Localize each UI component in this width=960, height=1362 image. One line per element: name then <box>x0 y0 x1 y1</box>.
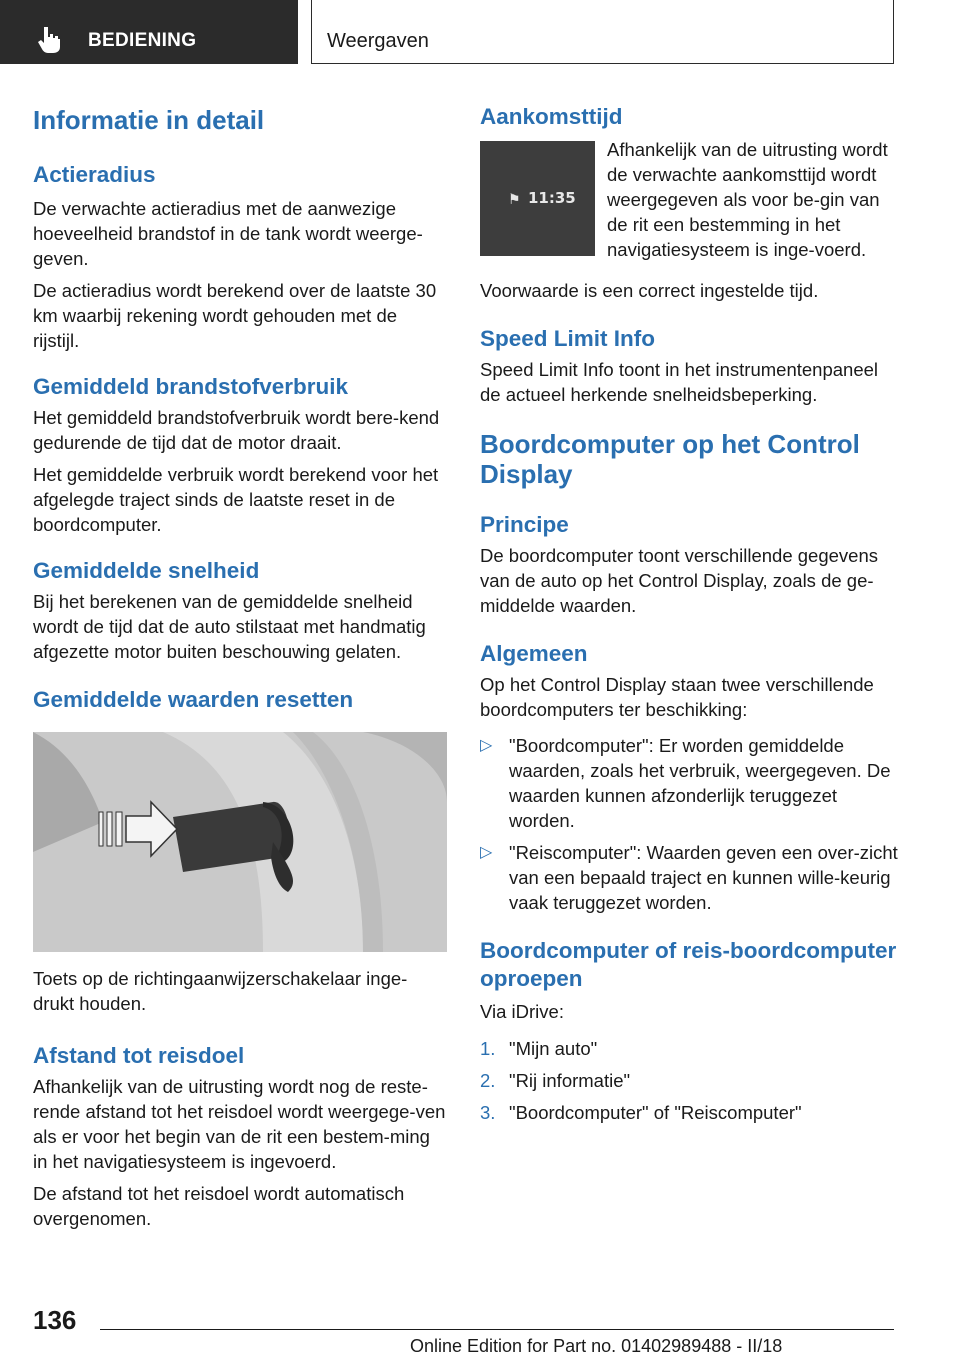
triangle-bullet-icon: ▷ <box>480 737 493 754</box>
image-caption: Toets op de richtingaanwijzerschakelaar inge-drukt houden. <box>33 968 408 1014</box>
heading-oproepen: Boordcomputer of reis-boordcomputer oproepen <box>480 938 897 991</box>
arrival-time-value: 11:35 <box>528 189 576 207</box>
step-text: "Boordcomputer" of "Reiscomputer" <box>509 1102 802 1123</box>
numbered-step <box>480 1100 898 1125</box>
step-number: 3. <box>480 1102 496 1123</box>
heading-algemeen: Algemeen <box>480 641 588 666</box>
heading-speed-limit: Speed Limit Info <box>480 326 656 351</box>
section-header <box>311 0 894 64</box>
paragraph: Afhankelijk van de uitrusting wordt nog de reste-rende afstand tot het reisdoel wordt weergege-ven als er voor het begin van de rit een bestem-ming in het navigatiesysteem is ingevoerd. <box>33 1076 446 1172</box>
paragraph: De boordcomputer toont verschillende gegevens van de auto op het Control Display, zoals de ge-middelde waarden. <box>480 545 878 616</box>
paragraph: De verwachte actieradius met de aanwezige hoeveelheid brandstof in de tank wordt weerge-geven. <box>33 198 423 269</box>
heading-principe: Principe <box>480 512 569 537</box>
list-item <box>480 733 898 833</box>
paragraph: De afstand tot het reisdoel wordt automatisch overgenomen. <box>33 1183 405 1229</box>
section-label: Weergaven <box>327 30 429 52</box>
turn-signal-lever-photo <box>33 732 447 952</box>
heading-aankomsttijd: Aankomsttijd <box>480 104 623 129</box>
heading-snelheid: Gemiddelde snelheid <box>33 558 260 583</box>
triangle-bullet-icon: ▷ <box>480 844 493 861</box>
paragraph: Speed Limit Info toont in het instrumentenpaneel de actueel herkende snelheidsbeperking. <box>480 359 879 405</box>
heading-actieradius: Actieradius <box>33 162 156 187</box>
step-text: "Mijn auto" <box>509 1038 598 1059</box>
heading-afstand: Afstand tot reisdoel <box>33 1043 245 1068</box>
hand-pointer-icon <box>38 25 64 53</box>
list-item-text: "Reiscomputer": Waarden geven een over-zicht van een bepaald traject en kunnen wille-keurig vaak teruggezet worden. <box>509 842 898 913</box>
destination-flag-icon: ⚑ <box>508 191 521 207</box>
paragraph: De actieradius wordt berekend over de laatste 30 km waarbij rekening wordt gehouden met de rijstijl. <box>33 280 437 351</box>
heading-resetten: Gemiddelde waarden resetten <box>33 687 354 712</box>
chapter-tab <box>0 0 298 64</box>
section-title-boordcomputer: Boordcomputer op het Control Display <box>480 429 860 489</box>
arrival-time-display <box>480 141 595 256</box>
paragraph: Afhankelijk van de uitrusting wordt de verwachte aankomsttijd wordt weergegeven als voor be-gin van de rit een bestemming in het navigatiesysteem is inge-voerd. <box>607 139 888 260</box>
paragraph: Via iDrive: <box>480 1001 564 1022</box>
page-number: 136 <box>33 1305 77 1335</box>
footer-divider <box>100 1329 894 1330</box>
paragraph: Op het Control Display staan twee verschillende boordcomputers ter beschikking: <box>480 674 874 720</box>
heading-verbruik: Gemiddeld brandstofverbruik <box>33 374 349 399</box>
edition-info: Online Edition for Part no. 01402989488 - II/18 <box>410 1336 783 1356</box>
page-title: Informatie in detail <box>33 105 265 135</box>
list-item-text: "Boordcomputer": Er worden gemiddelde waarden, zoals het verbruik, weergegeven. De waarden kunnen afzonderlijk teruggezet worden. <box>509 735 891 831</box>
left-column <box>33 100 447 1231</box>
step-number: 2. <box>480 1070 496 1091</box>
lever-illustration <box>33 732 447 952</box>
right-column <box>480 100 898 1125</box>
step-text: "Rij informatie" <box>509 1070 631 1091</box>
numbered-step <box>480 1068 898 1093</box>
chapter-label: BEDIENING <box>88 30 197 51</box>
list-item <box>480 840 898 915</box>
numbered-step <box>480 1036 898 1061</box>
paragraph: Het gemiddelde verbruik wordt berekend voor het afgelegde traject sinds de laatste reset in de boordcomputer. <box>33 464 439 535</box>
paragraph: Bij het berekenen van de gemiddelde snelheid wordt de tijd dat de auto stilstaat met handmatig afgezette motor buiten beschouwing gelaten. <box>33 591 426 662</box>
step-number: 1. <box>480 1038 496 1059</box>
paragraph: Voorwaarde is een correct ingestelde tijd. <box>480 280 819 301</box>
paragraph: Het gemiddeld brandstofverbruik wordt bere-kend gedurende de tijd dat de motor draait. <box>33 407 440 453</box>
